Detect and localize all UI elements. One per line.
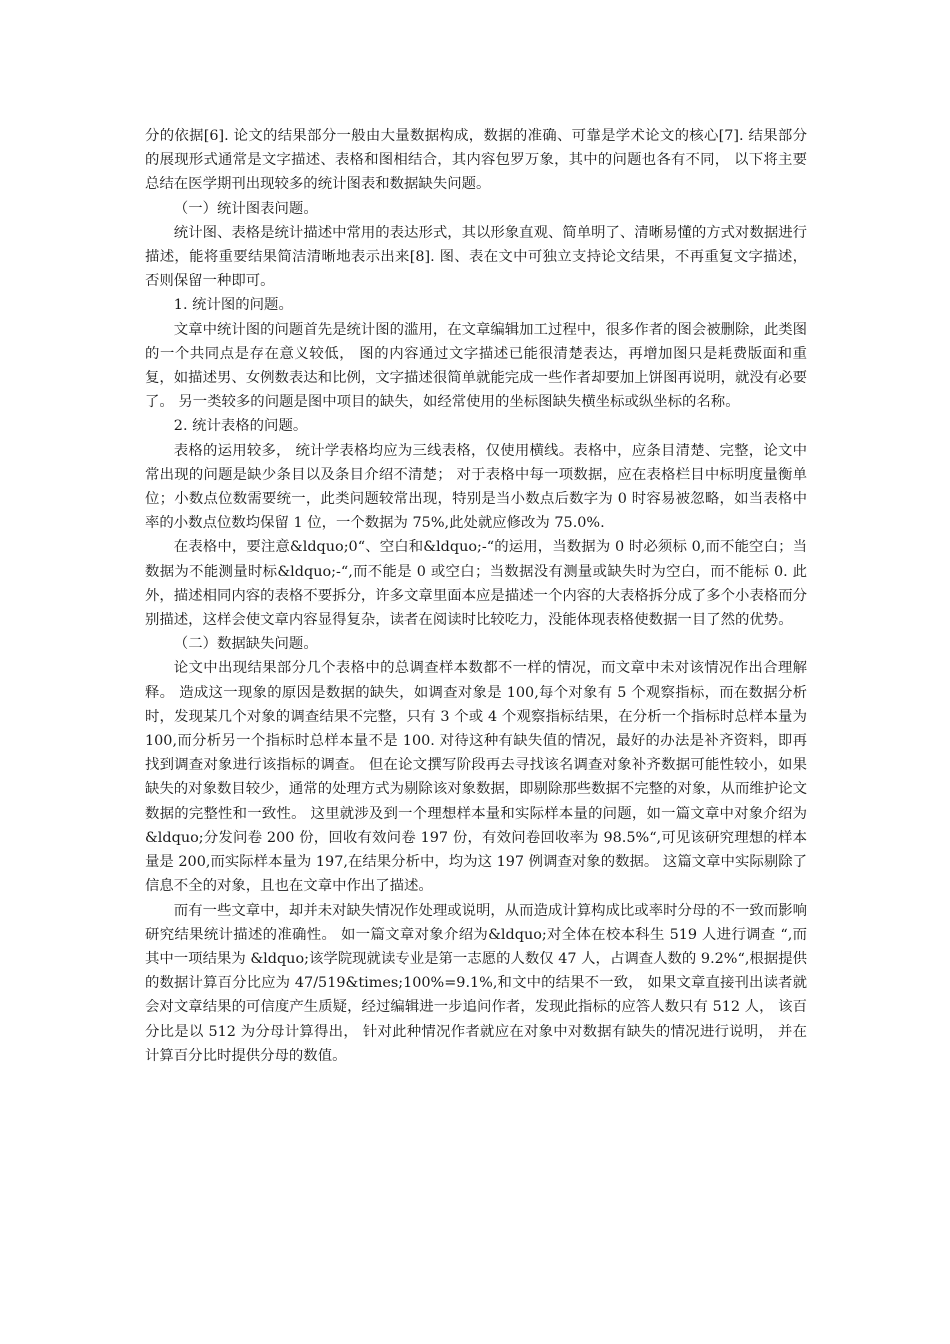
section-heading-charts-tables: （一）统计图表问题。 [173, 200, 318, 217]
paragraph-charts-intro: 统计图、表格是统计描述中常用的表达形式，其以形象直观、简单明了、清晰易懂的方式对数据进行描述，能将重要结果简洁清晰地表示出来[8]. 图、表在文中可独立支持论文结果，不再重复文字描述，否则保留一种即可。 [145, 224, 807, 290]
paragraph-missing-data-2: 而有一些文章中，却并未对缺失情况作处理或说明，从而造成计算构成比或率时分母的不一致而影响研究结果统计描述的准确性。 如一篇文章对象介绍为&ldquo;对全体在校本科生 519 人进行调查 “,而其中一项结果为 &ldquo;该学院现就读专业是第一志愿的人数仅 47 人，占调查人数的 9.2%“,根据提供的数据计算百分比应为 47/519&times;100%=9.1%,和文中的结果不一致， 如果文章直接刊出读者就会对文章结果的可信度产生质疑，经过编辑进一步追问作者，发现此指标的应答人数只有 512 人， 该百分比是以 512 为分母计算得出， 针对此种情况作者就应在对象中对数据有缺失的情况进行说明， 并在计算百分比时提供分母的数值。 [145, 902, 807, 1064]
subheading-table-problems: 2. 统计表格的问题。 [173, 418, 308, 435]
paragraph-chart-problems: 文章中统计图的问题首先是统计图的滥用，在文章编辑加工过程中，很多作者的图会被删除，此类图的一个共同点是存在意义较低， 图的内容通过文字描述已能很清楚表达，再增加图只是耗费版面和重复，如描述男、女例数表达和比例，文字描述很简单就能完成一些作者却要加上饼图再说明，就没有必要了。 另一类较多的问题是图中项目的缺失，如经常使用的坐标图缺失横坐标或纵坐标的名称。 [145, 321, 807, 411]
paragraph-continuation: 分的依据[6]. 论文的结果部分一般由大量数据构成，数据的准确、可靠是学术论文的核心[7]. 结果部分的展现形式通常是文字描述、表格和图相结合，其内容包罗万象，其中的问题也各有不同， 以下将主要总结在医学期刊出现较多的统计图表和数据缺失问题。 [145, 128, 807, 193]
paragraph-table-symbols: 在表格中，要注意&ldquo;0“、空白和&ldquo;-“的运用，当数据为 0 时必须标 0,而不能空白；当数据为不能测量时标&ldquo;-“,而不能是 0 或空白；当数据没有测量或缺失时为空白，而不能标 0. 此外，描述相同内容的表格不要拆分，许多文章里面本应是描述一个内容的大表格拆分成了多个小表格而分别描述，这样会使文章内容显得复杂，读者在阅读时比较吃力，没能体现表格使数据一目了然的优势。 [145, 539, 807, 629]
subheading-chart-problems: 1. 统计图的问题。 [173, 297, 293, 314]
paragraph-table-problems: 表格的运用较多， 统计学表格均应为三线表格，仅使用横线。表格中，应条目清楚、完整，论文中常出现的问题是缺少条目以及条目介绍不清楚； 对于表格中每一项数据，应在表格栏目中标明度量衡单位；小数点位数需要统一，此类问题较常出现，特别是当小数点后数字为 0 时容易被忽略，如当表格中率的小数点位数均保留 1 位，一个数据为 75%,此处就应修改为 75.0%. [145, 442, 807, 532]
document-page [145, 124, 807, 1068]
section-heading-missing-data: （二）数据缺失问题。 [173, 636, 318, 653]
paragraph-missing-data-1: 论文中出现结果部分几个表格中的总调查样本数都不一样的情况，而文章中未对该情况作出合理解释。 造成这一现象的原因是数据的缺失，如调查对象是 100,每个对象有 5 个观察指标，而在数据分析时，发现某几个对象的调查结果不完整，只有 3 个或 4 个观察指标结果，在分析一个指标时总样本量为 100,而分析另一个指标时总样本量不是 100. 对待这种有缺失值的情况，最好的办法是补齐资料，即再找到调查对象进行该指标的调查。 但在论文撰写阶段再去寻找该名调查对象补齐数据可能性较小，如果缺失的对象数目较少，通常的处理方式为剔除该对象数据，即剔除那些数据不完整的对象，从而维护论文数据的完整性和一致性。 这里就涉及到一个理想样本量和实际样本量的问题，如一篇文章中对象介绍为&ldquo;分发问卷 200 份，回收有效问卷 197 份，有效问卷回收率为 98.5%“,可见该研究理想的样本量是 200,而实际样本量为 197,在结果分析中，均为这 197 例调查对象的数据。 这篇文章中实际剔除了信息不全的对象，且也在文章中作出了描述。 [145, 660, 807, 895]
